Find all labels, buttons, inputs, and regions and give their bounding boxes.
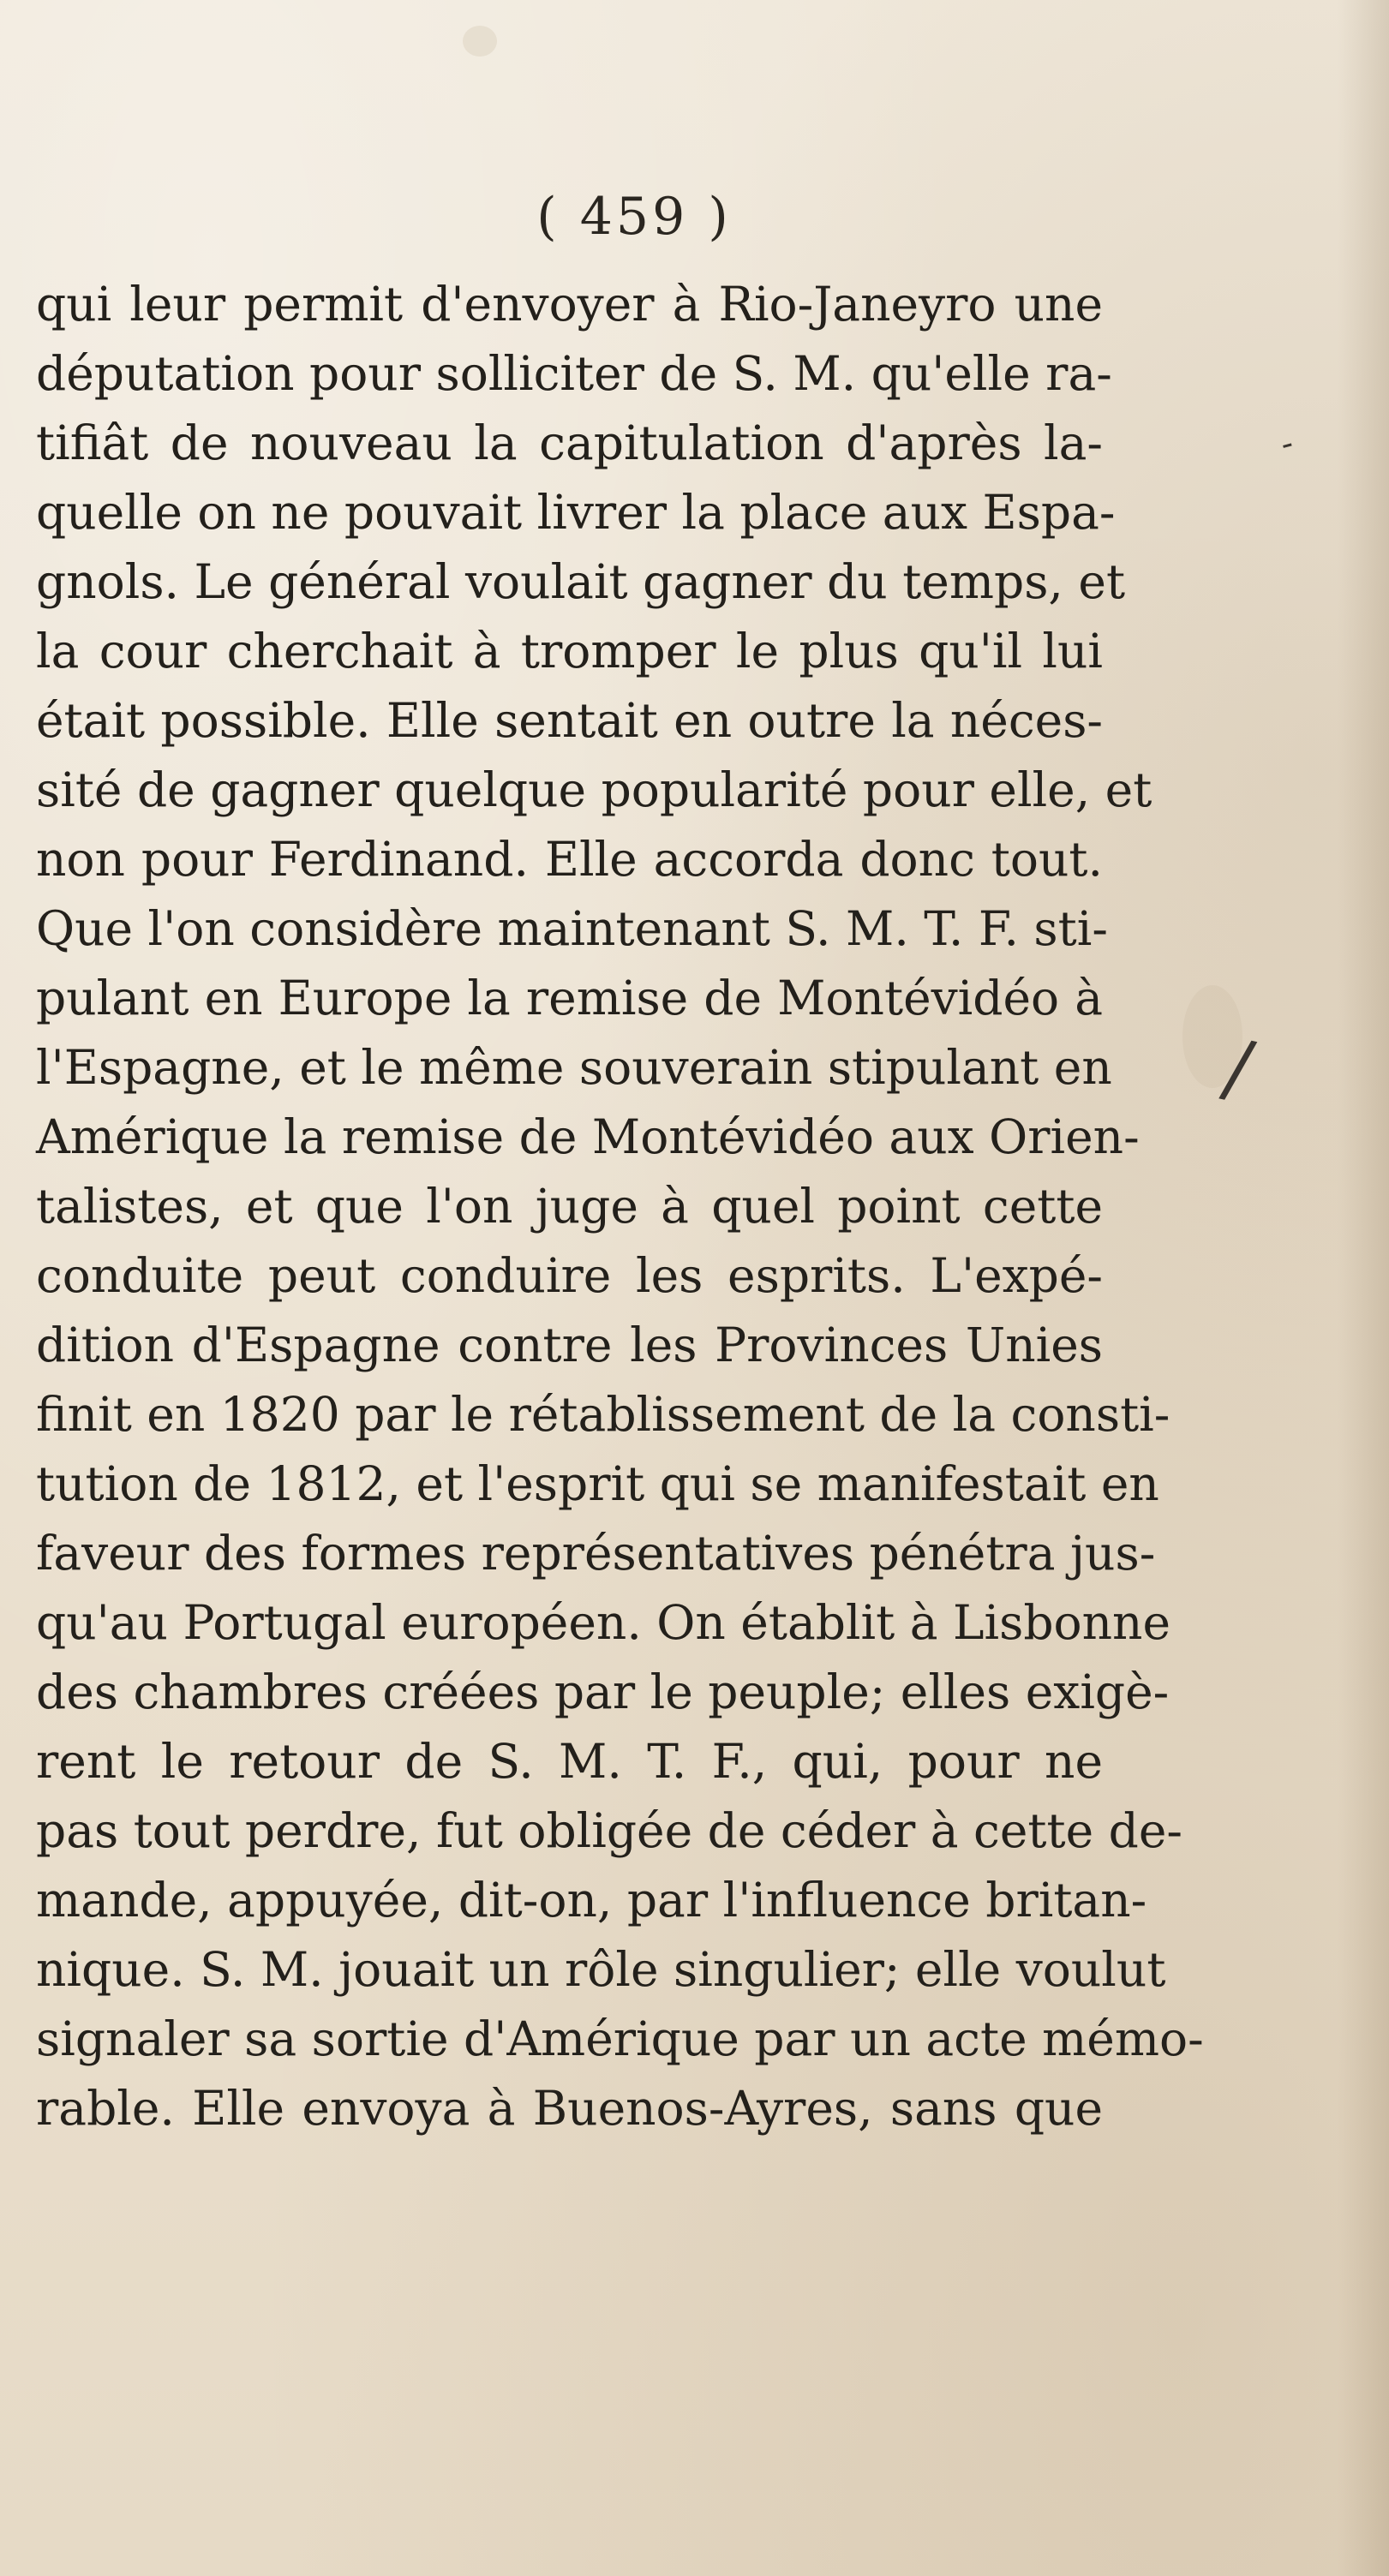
text-line: la cour cherchait à tromper le plus qu'il lui: [36, 624, 1103, 678]
body-text: [36, 270, 1204, 2143]
text-line: talistes, et que l'on juge à quel point cette: [36, 1179, 1103, 1234]
text-line: rable. Elle envoya à Buenos-Ayres, sans que: [36, 2081, 1103, 2136]
text-line: nique. S. M. jouait un rôle singulier; elle voulut: [36, 1942, 1166, 1997]
text-line: tifiât de nouveau la capitulation d'après la-: [36, 415, 1103, 470]
page-edge-shadow: [1338, 0, 1389, 2576]
text-line: non pour Ferdinand. Elle accorda donc tout.: [36, 832, 1103, 887]
text-line: sité de gagner quelque popularité pour elle, et: [36, 762, 1153, 817]
text-line: était possible. Elle sentait en outre la néces-: [36, 693, 1103, 748]
text-line: l'Espagne, et le même souverain stipulant en: [36, 1040, 1112, 1095]
text-line: Amérique la remise de Montévidéo aux Orien-: [36, 1109, 1140, 1164]
text-line: signaler sa sortie d'Amérique par un acte mémo-: [36, 2011, 1204, 2066]
text-line: rent le retour de S. M. T. F., qui, pour ne: [36, 1734, 1103, 1789]
text-line: mande, appuyée, dit-on, par l'influence britan-: [36, 1873, 1147, 1928]
text-line: pas tout perdre, fut obligée de céder à cette de-: [36, 1803, 1182, 1858]
text-line: quelle on ne pouvait livrer la place aux Espa-: [36, 485, 1116, 540]
text-line: Que l'on considère maintenant S. M. T. F. sti-: [36, 901, 1108, 956]
text-line: dition d'Espagne contre les Provinces Unies: [36, 1318, 1103, 1372]
text-line: des chambres créées par le peuple; elles exigè-: [36, 1665, 1170, 1719]
text-line: qu'au Portugal européen. On établit à Lisbonne: [36, 1595, 1171, 1650]
text-line: députation pour solliciter de S. M. qu'elle ra-: [36, 346, 1112, 401]
text-line: finit en 1820 par le rétablissement de la consti-: [36, 1387, 1170, 1442]
paper-stain: [463, 26, 497, 57]
margin-mark: -: [1276, 423, 1298, 464]
margin-mark: /: [1216, 1021, 1260, 1116]
text-line: conduite peut conduire les esprits. L'expé-: [36, 1248, 1103, 1303]
text-line: faveur des formes représentatives pénétra jus-: [36, 1526, 1156, 1581]
text-line: gnols. Le général voulait gagner du temps, et: [36, 554, 1126, 609]
text-line: qui leur permit d'envoyer à Rio-Janeyro une: [36, 277, 1103, 332]
text-line: tution de 1812, et l'esprit qui se manifestait en: [36, 1456, 1159, 1511]
text-line: pulant en Europe la remise de Montévidéo à: [36, 971, 1103, 1025]
page-number: ( 459 ): [536, 187, 732, 247]
